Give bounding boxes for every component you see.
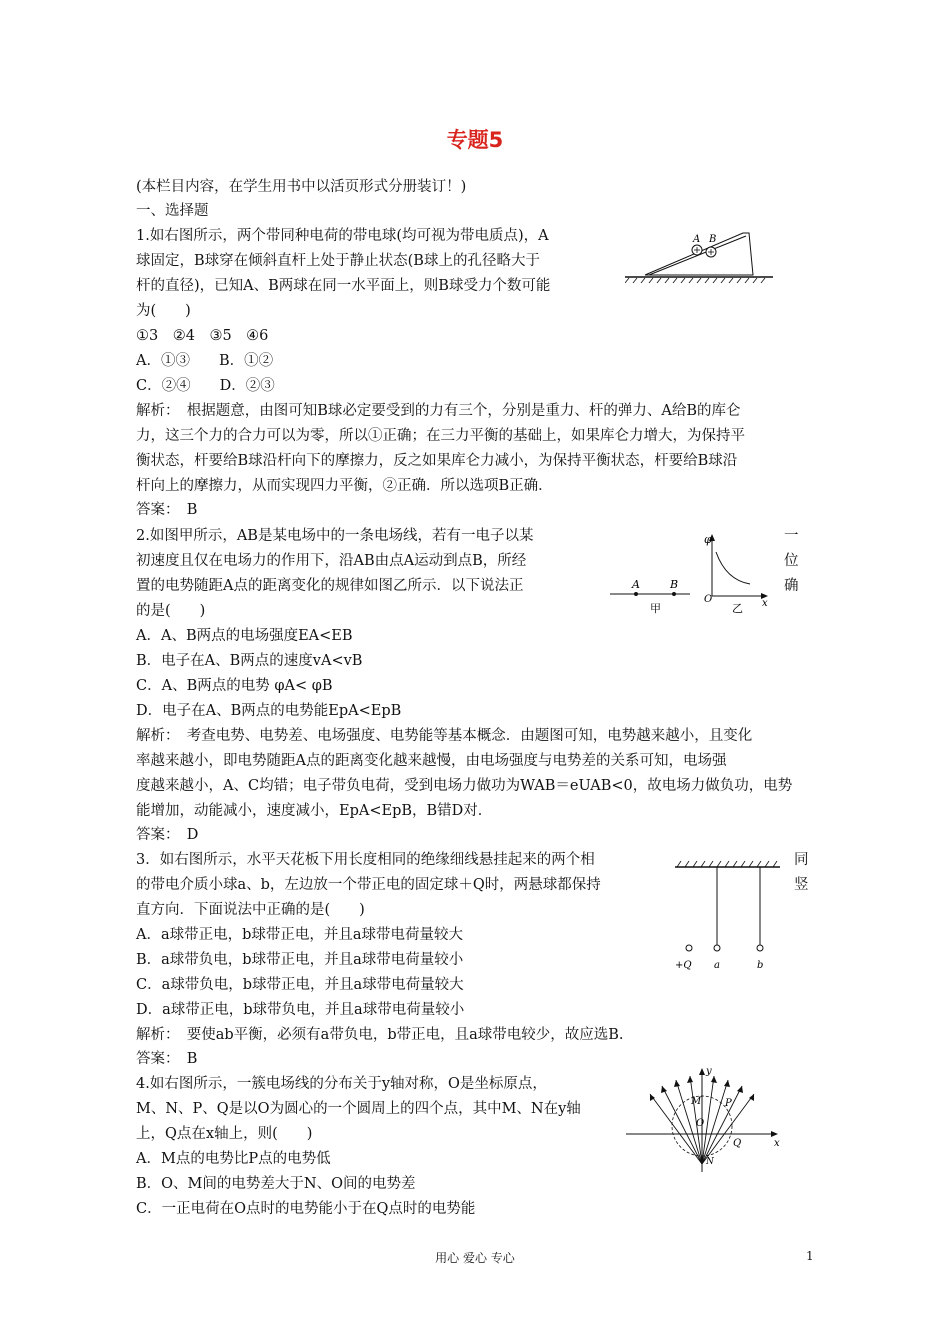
- q1-analysis: 衡状态，杆要给B球沿杆向下的摩擦力，反之如果库仑力减小，为保持平衡状态，杆要给B球沿: [136, 453, 738, 469]
- q4-fig-label-y: y: [706, 1066, 712, 1077]
- q3-line: 直方向．下面说法中正确的是( ): [136, 902, 365, 918]
- q3-right-char: 竖: [794, 877, 809, 893]
- q4-fig-label-n: N: [706, 1157, 714, 1167]
- q3-line: 的带电介质小球a、b，左边放一个带正电的固定球＋Q时，两悬球都保持: [136, 877, 601, 893]
- q1-items: ①3 ②4 ③5 ④6: [136, 328, 269, 344]
- q3-figure: [665, 857, 785, 972]
- q2-fig-label-x: x: [762, 598, 768, 609]
- q1-line: 杆的直径)，已知A、B两球在同一水平面上，则B球受力个数可能: [136, 278, 551, 294]
- q4-option: C．一正电荷在O点时的电势能小于在Q点时的电势能: [136, 1201, 476, 1217]
- q1-option-row: C．②④ D．②③: [136, 378, 275, 394]
- q3-option: D．a球带正电，b球带负电，并且a球带电荷量较小: [136, 1002, 465, 1018]
- q4-fig-label-x: x: [774, 1138, 780, 1149]
- q4-fig-label-m: M: [691, 1096, 702, 1107]
- q1-analysis: 杆向上的摩擦力，从而实现四力平衡，②正确．所以选项B正确．: [136, 478, 553, 494]
- q4-fig-label-o: O: [696, 1118, 705, 1129]
- q3-analysis: 解析： 要使ab平衡，必须有a带负电，b带正电，且a球带电较少，故应选B.: [136, 1027, 624, 1043]
- page-footer: 用心 爱心 专心: [435, 1251, 515, 1265]
- q3-option: B．a球带负电，b球带正电，并且a球带电荷量较小: [136, 952, 464, 968]
- q2-fig-label-o: O: [704, 594, 713, 605]
- q2-fig-label-jia: 甲: [650, 602, 661, 615]
- q2-line: 初速度且仅在电场力的作用下，沿AB由点A运动到点B，所经: [136, 553, 527, 569]
- q1-option-row: A．①③ B．①②: [136, 353, 274, 369]
- q2-line: 的是( ): [136, 603, 206, 619]
- q2-analysis: 率越来越小，即电势随距A点的距离变化越来越慢，由电场强度与电势差的关系可知，电场强: [136, 753, 727, 769]
- q3-option: C．a球带负电，b球带正电，并且a球带电荷量较大: [136, 977, 464, 993]
- q2-fig-label-phi: φ: [704, 533, 712, 546]
- q1-fig-label-a: A: [693, 234, 701, 245]
- q2-option: A．A、B两点的电场强度EA<EB: [136, 628, 353, 644]
- q2-fig-label-a: A: [632, 578, 640, 591]
- q3-fig-label-q: +Q: [675, 960, 692, 971]
- q2-fig-label-yi: 乙: [732, 602, 743, 615]
- page-number: 1: [806, 1249, 814, 1263]
- q3-option: A．a球带正电，b球带正电，并且a球带电荷量较大: [136, 927, 464, 943]
- q1-line: 为( ): [136, 303, 191, 319]
- q4-figure: [624, 1064, 784, 1176]
- q4-fig-label-p: P: [725, 1098, 732, 1109]
- q1-figure: [625, 225, 775, 285]
- q1-analysis: 解析： 根据题意，由图可知B球必定要受到的力有三个，分别是重力、杆的弹力、A给B的库仑: [136, 403, 741, 419]
- q2-analysis: 解析： 考查电势、电势差、电场强度、电势能等基本概念．由题图可知，电势越来越小，且变化: [136, 728, 753, 744]
- q2-right-char: 确: [784, 578, 799, 594]
- q2-option: B．电子在A、B两点的速度vA<vB: [136, 653, 363, 669]
- q1-line: 1.如右图所示，两个带同种电荷的带电球(均可视为带电质点)，A: [136, 228, 549, 244]
- q3-answer: 答案： B: [136, 1051, 198, 1067]
- q1-fig-label-b: B: [709, 234, 717, 245]
- q2-option: C．A、B两点的电势 φA< φB: [136, 678, 333, 694]
- intro-note: (本栏目内容，在学生用书中以活页形式分册装订！): [136, 179, 467, 195]
- q2-right-char: 一: [784, 528, 799, 544]
- q1-answer: 答案： B: [136, 502, 198, 518]
- q2-analysis: 度越来越小，A、C均错；电子带负电荷，受到电场力做功为WAB＝eUAB<0，故电场力做负功，电势: [136, 778, 793, 794]
- q2-figure: [608, 532, 778, 618]
- page-title: 专题5: [446, 128, 504, 152]
- q2-option: D．电子在A、B两点的电势能EpA<EpB: [136, 703, 402, 719]
- q3-line: 3．如右图所示，水平天花板下用长度相同的绝缘细线悬挂起来的两个相: [136, 852, 595, 868]
- q1-analysis: 力，这三个力的合力可以为零，所以①正确；在三力平衡的基础上，如果库仑力增大，为保持平: [136, 428, 745, 444]
- q3-fig-label-a: a: [714, 960, 720, 971]
- q2-right-char: 位: [784, 553, 799, 569]
- q3-fig-label-b: b: [757, 960, 764, 971]
- q2-line: 置的电势随距A点的距离变化的规律如图乙所示．以下说法正: [136, 578, 524, 594]
- q3-right-char: 同: [794, 852, 809, 868]
- q4-option: B．O、M间的电势差大于N、O间的电势差: [136, 1176, 416, 1192]
- q2-answer: 答案： D: [136, 827, 199, 843]
- q2-line: 2.如图甲所示，AB是某电场中的一条电场线，若有一电子以某: [136, 528, 534, 544]
- q4-line: 上，Q点在x轴上，则( ): [136, 1126, 313, 1142]
- q4-option: A．M点的电势比P点的电势低: [136, 1151, 331, 1167]
- q4-line: M、N、P、Q是以O为圆心的一个圆周上的四个点，其中M、N在y轴: [136, 1101, 581, 1117]
- q1-line: 球固定，B球穿在倾斜直杆上处于静止状态(B球上的孔径略大于: [136, 253, 540, 269]
- section-heading: 一、选择题: [136, 203, 209, 219]
- q2-fig-label-b: B: [670, 578, 679, 591]
- q4-fig-label-q: Q: [733, 1138, 742, 1149]
- q2-analysis: 能增加，动能减小，速度减小，EpA<EpB，B错D对．: [136, 803, 493, 819]
- q4-line: 4.如右图所示，一簇电场线的分布关于y轴对称，O是坐标原点，: [136, 1076, 547, 1092]
